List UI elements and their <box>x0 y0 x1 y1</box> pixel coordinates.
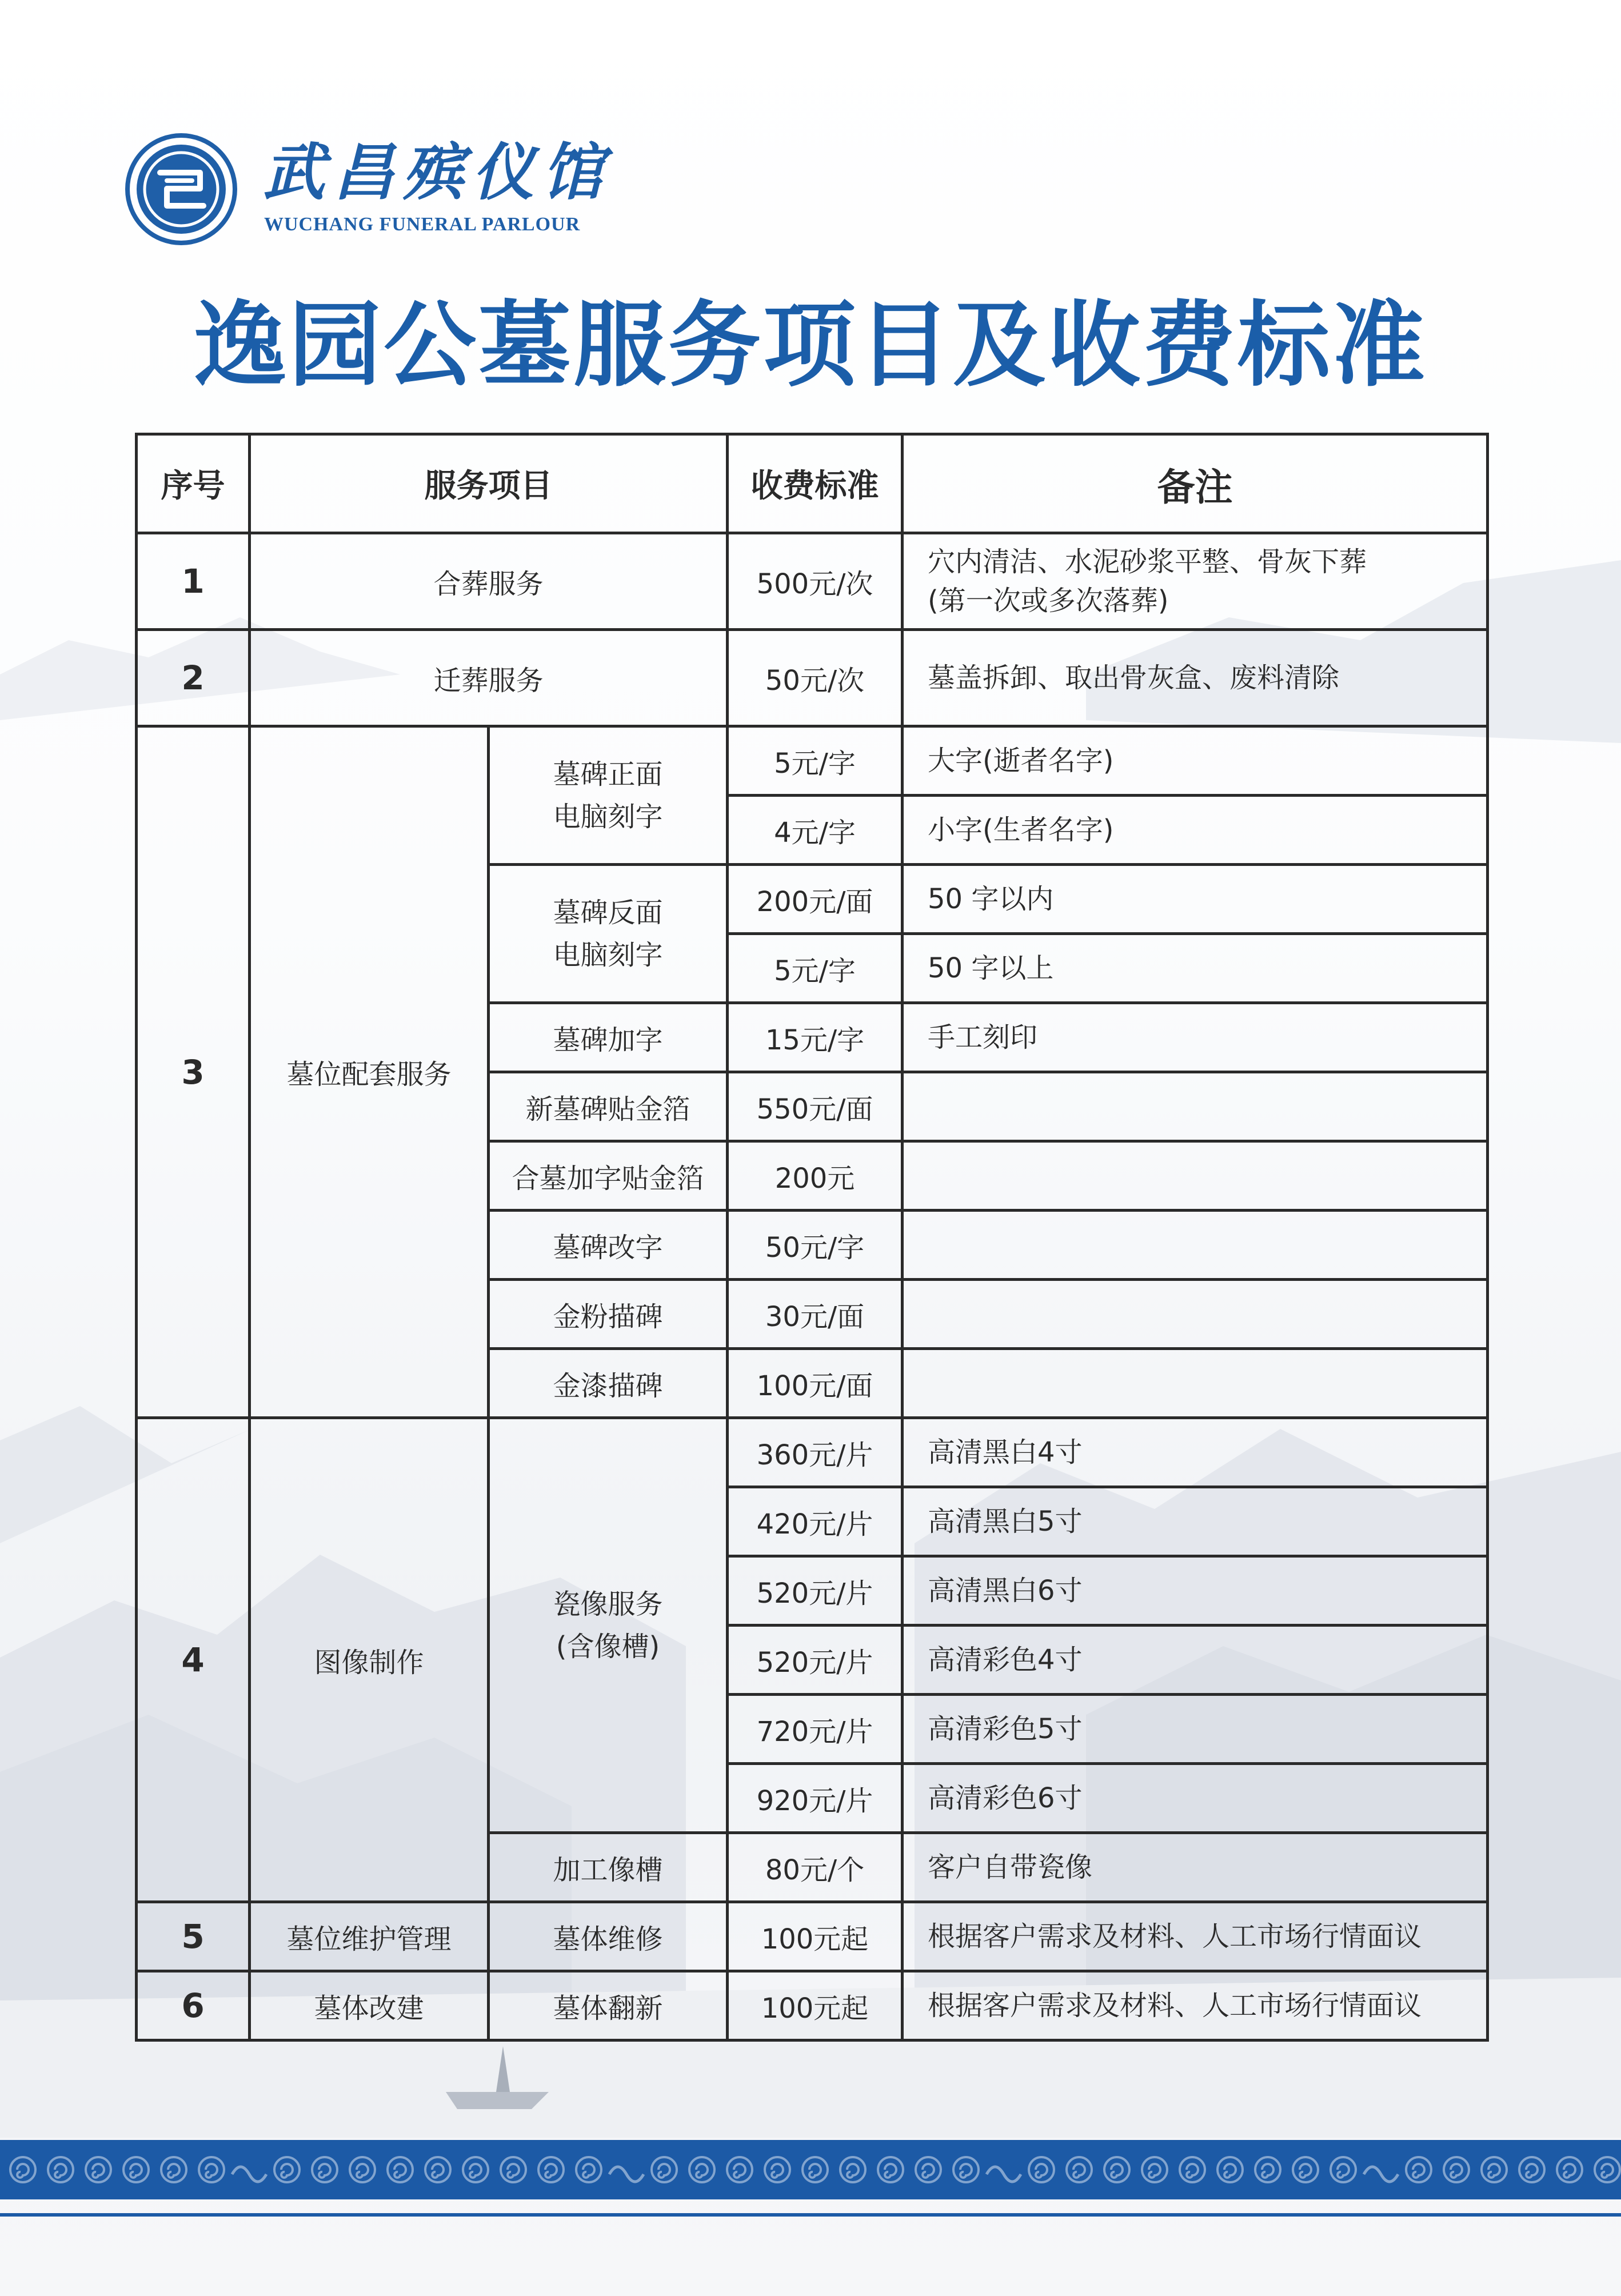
row-subitem <box>489 1418 728 1833</box>
spiral-ornament <box>765 2157 790 2182</box>
spiral-ornament <box>319 2164 330 2178</box>
row-fee: 100元起 <box>728 1902 903 1971</box>
spiral-ornament <box>1217 2157 1243 2182</box>
spiral-ornament <box>1482 2157 1507 2182</box>
row-subitem: 墓碑改字 <box>489 1211 728 1280</box>
row-fee: 500元/次 <box>728 533 903 630</box>
spiral-ornament <box>17 2164 29 2178</box>
row-seq: 1 <box>137 533 250 630</box>
row-subitem: 新墓碑贴金箔 <box>489 1072 728 1141</box>
row-item: 图像制作 <box>250 1418 489 1902</box>
spiral-ornament <box>55 2164 66 2178</box>
spiral-ornament <box>847 2164 859 2178</box>
table-row <box>137 726 1488 796</box>
row-seq: 4 <box>137 1418 250 1902</box>
spiral-ornament <box>199 2157 224 2182</box>
subitem-line: 电脑刻字 <box>553 800 663 833</box>
row-fee: 5元/字 <box>728 934 903 1003</box>
spiral-ornament <box>652 2157 677 2182</box>
spiral-ornament <box>1142 2157 1167 2182</box>
spiral-ornament <box>1262 2164 1273 2178</box>
spiral-ornament <box>1488 2164 1500 2178</box>
row-seq: 5 <box>137 1902 250 1971</box>
table-row <box>137 630 1488 726</box>
row-fee: 80元/个 <box>728 1833 903 1902</box>
spiral-ornament <box>1224 2164 1236 2178</box>
spiral-ornament <box>538 2157 564 2182</box>
spiral-ornament <box>1073 2164 1085 2178</box>
spiral-ornament <box>1331 2157 1356 2182</box>
row-fee: 420元/片 <box>728 1487 903 1556</box>
row-fee: 360元/片 <box>728 1418 903 1487</box>
row-note <box>903 1072 1488 1141</box>
row-fee: 50元/次 <box>728 630 903 726</box>
row-fee: 200元 <box>728 1141 903 1211</box>
wave-ornament <box>987 2167 1021 2182</box>
table-header-row <box>137 434 1488 533</box>
row-item: 墓位维护管理 <box>250 1902 489 1971</box>
spiral-ornament <box>463 2157 488 2182</box>
bottom-decorative-line <box>0 2213 1621 2217</box>
header-fee: 收费标准 <box>728 434 903 533</box>
row-fee: 5元/字 <box>728 726 903 796</box>
spiral-ornament <box>432 2164 444 2178</box>
spiral-ornament <box>357 2164 368 2178</box>
spiral-ornament <box>274 2157 300 2182</box>
row-note: 50 字以内 <box>903 865 1488 934</box>
spiral-ornament <box>840 2157 865 2182</box>
row-note: 根据客户需求及材料、人工市场行情面议 <box>903 1902 1488 1971</box>
spiral-ornament <box>48 2157 73 2182</box>
spiral-ornament <box>1293 2157 1318 2182</box>
spiral-ornament <box>1564 2164 1575 2178</box>
subitem-line: 电脑刻字 <box>553 939 663 971</box>
row-note: 小字(生者名字) <box>903 796 1488 865</box>
fee-table <box>135 433 1489 2042</box>
spiral-ornament <box>508 2164 519 2178</box>
row-fee: 4元/字 <box>728 796 903 865</box>
row-note: 高清彩色6寸 <box>903 1764 1488 1833</box>
row-fee: 100元/面 <box>728 1349 903 1418</box>
row-fee: 15元/字 <box>728 1003 903 1072</box>
spiral-ornament <box>1180 2157 1205 2182</box>
spiral-ornament <box>1526 2164 1538 2178</box>
row-note <box>903 1349 1488 1418</box>
spiral-ornament <box>130 2164 142 2178</box>
spiral-ornament <box>1519 2157 1544 2182</box>
spiral-ornament <box>1444 2157 1469 2182</box>
spiral-ornament <box>470 2164 481 2178</box>
row-seq: 3 <box>137 726 250 1418</box>
row-fee: 100元起 <box>728 1971 903 2041</box>
spiral-ornament <box>809 2164 821 2178</box>
spiral-ornament <box>1255 2157 1280 2182</box>
spiral-ornament <box>1149 2164 1160 2178</box>
table-row <box>137 1971 1488 2041</box>
spiral-ornament <box>281 2164 293 2178</box>
row-note: 50 字以上 <box>903 934 1488 1003</box>
spiral-ornament <box>93 2164 104 2178</box>
header-note: 备注 <box>903 434 1488 533</box>
header-seq: 序号 <box>137 434 250 533</box>
spiral-ornament <box>689 2157 714 2182</box>
row-subitem: 合墓加字贴金箔 <box>489 1141 728 1211</box>
row-note: 客户自带瓷像 <box>903 1833 1488 1902</box>
spiral-ornament <box>1029 2157 1054 2182</box>
row-note <box>903 1280 1488 1349</box>
spiral-ornament <box>772 2164 783 2178</box>
spiral-ornament <box>960 2164 972 2178</box>
row-note: 高清彩色4寸 <box>903 1626 1488 1695</box>
row-note <box>903 1141 1488 1211</box>
spiral-ornament <box>1104 2157 1129 2182</box>
row-fee: 200元/面 <box>728 865 903 934</box>
spiral-ornament <box>545 2164 557 2178</box>
row-item: 墓位配套服务 <box>250 726 489 1418</box>
logo-english-name: WUCHANG FUNERAL PARLOUR <box>264 214 581 235</box>
row-note <box>903 533 1488 630</box>
row-note: 根据客户需求及材料、人工市场行情面议 <box>903 1971 1488 2041</box>
header-item: 服务项目 <box>250 434 728 533</box>
spiral-ornament <box>658 2164 670 2178</box>
table-row <box>137 533 1488 630</box>
row-fee: 720元/片 <box>728 1695 903 1764</box>
spiral-ornament <box>1111 2164 1123 2178</box>
row-note: 高清黑白6寸 <box>903 1556 1488 1626</box>
spiral-ornament <box>878 2157 903 2182</box>
spiral-ornament <box>501 2157 526 2182</box>
wave-ornament <box>609 2167 644 2182</box>
spiral-ornament <box>206 2164 217 2178</box>
row-fee: 520元/片 <box>728 1626 903 1695</box>
row-note: 高清黑白4寸 <box>903 1418 1488 1487</box>
logo-chinese-name: 武昌殡仪馆 <box>263 137 612 209</box>
row-item: 合葬服务 <box>250 533 728 630</box>
row-subitem: 墓碑加字 <box>489 1003 728 1072</box>
spiral-ornament <box>388 2157 413 2182</box>
table-row <box>137 1902 1488 1971</box>
row-subitem: 金粉描碑 <box>489 1280 728 1349</box>
row-note-line: (第一次或多次落葬) <box>928 585 1169 617</box>
row-seq: 2 <box>137 630 250 726</box>
row-note-line: 穴内清洁、水泥砂浆平整、骨灰下葬 <box>928 546 1367 578</box>
spiral-ornament <box>350 2157 375 2182</box>
row-item: 墓体改建 <box>250 1971 489 2041</box>
spiral-ornament <box>86 2157 111 2182</box>
spiral-ornament <box>168 2164 179 2178</box>
row-fee: 520元/片 <box>728 1556 903 1626</box>
spiral-ornament <box>10 2157 35 2182</box>
row-note: 墓盖拆卸、取出骨灰盒、废料清除 <box>903 630 1488 726</box>
spiral-ornament <box>1337 2164 1349 2178</box>
row-subitem: 加工像槽 <box>489 1833 728 1902</box>
spiral-ornament <box>583 2164 594 2178</box>
row-seq: 6 <box>137 1971 250 2041</box>
spiral-ornament <box>1595 2157 1620 2182</box>
subitem-line: 瓷像服务 <box>553 1588 663 1620</box>
subitem-line: (含像槽) <box>556 1630 660 1663</box>
row-subitem <box>489 865 728 1003</box>
subitem-line: 墓碑反面 <box>553 896 663 929</box>
row-fee: 50元/字 <box>728 1211 903 1280</box>
row-note: 高清彩色5寸 <box>903 1695 1488 1764</box>
spiral-ornament <box>734 2164 745 2178</box>
page-title: 逸园公墓服务项目及收费标准 <box>194 292 1427 400</box>
row-note: 高清黑白5寸 <box>903 1487 1488 1556</box>
row-fee: 30元/面 <box>728 1280 903 1349</box>
row-item: 迁葬服务 <box>250 630 728 726</box>
spiral-ornament <box>923 2164 934 2178</box>
row-fee: 550元/面 <box>728 1072 903 1141</box>
spiral-ornament <box>123 2157 149 2182</box>
spiral-ornament <box>885 2164 896 2178</box>
row-subitem: 金漆描碑 <box>489 1349 728 1418</box>
table-row <box>137 1418 1488 1487</box>
row-subitem: 墓体翻新 <box>489 1971 728 2041</box>
spiral-ornament <box>1406 2157 1431 2182</box>
spiral-ornament <box>1187 2164 1198 2178</box>
row-note <box>903 1211 1488 1280</box>
row-subitem: 墓体维修 <box>489 1902 728 1971</box>
spiral-ornament <box>1557 2157 1582 2182</box>
spiral-ornament <box>576 2157 601 2182</box>
funeral-parlour-emblem-icon <box>125 133 238 246</box>
row-fee: 920元/片 <box>728 1764 903 1833</box>
wave-ornament <box>1364 2167 1398 2182</box>
row-note: 大字(逝者名字) <box>903 726 1488 796</box>
spiral-ornament <box>1300 2164 1311 2178</box>
spiral-ornament <box>696 2164 708 2178</box>
spiral-ornament <box>425 2157 450 2182</box>
spiral-ornament <box>802 2157 828 2182</box>
spiral-ornament <box>916 2157 941 2182</box>
spiral-ornament <box>953 2157 979 2182</box>
spiral-ornament <box>727 2157 752 2182</box>
subitem-line: 墓碑正面 <box>553 758 663 790</box>
spiral-ornament <box>1451 2164 1462 2178</box>
spiral-ornament <box>312 2157 337 2182</box>
spiral-ornament <box>161 2157 186 2182</box>
row-subitem <box>489 726 728 865</box>
spiral-pattern-icon <box>0 2140 1621 2199</box>
spiral-ornament <box>1413 2164 1424 2178</box>
row-note: 手工刻印 <box>903 1003 1488 1072</box>
spiral-ornament <box>1067 2157 1092 2182</box>
spiral-ornament <box>1602 2164 1613 2178</box>
wave-ornament <box>232 2167 266 2182</box>
spiral-ornament <box>394 2164 406 2178</box>
spiral-ornament <box>1036 2164 1047 2178</box>
